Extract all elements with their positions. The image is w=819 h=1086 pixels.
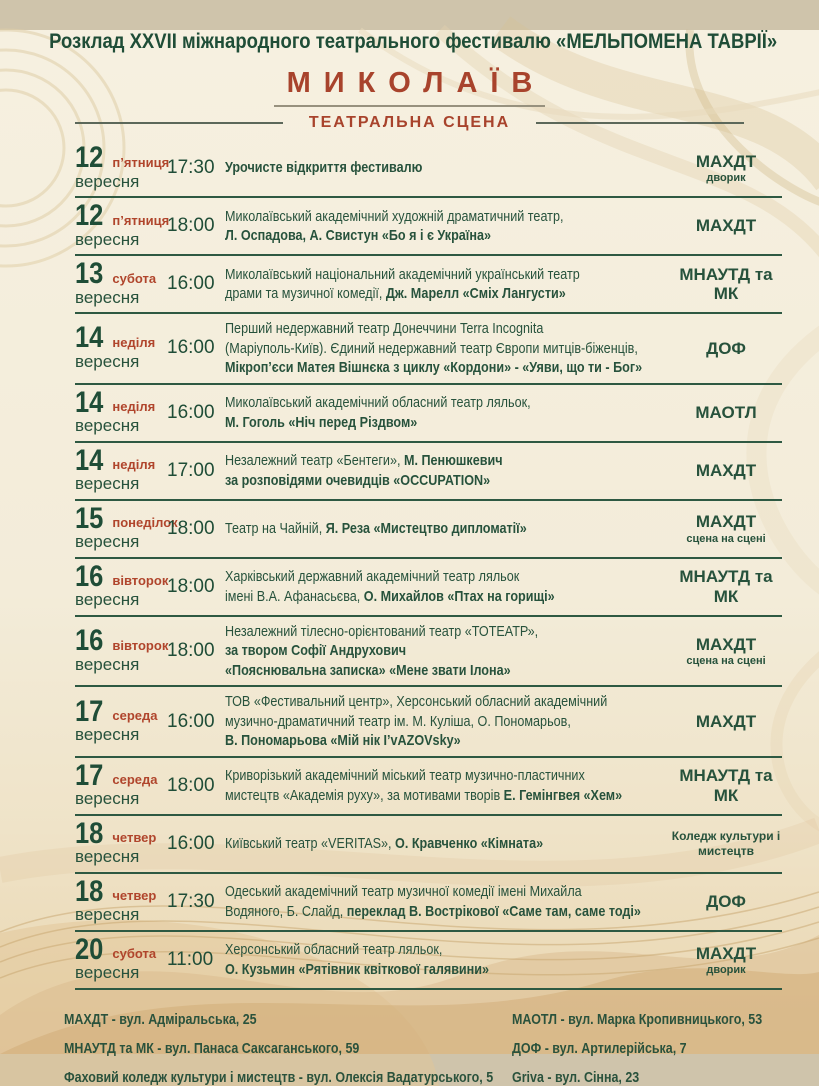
venue-name: МАХДТ — [695, 151, 757, 171]
event-description — [225, 940, 670, 979]
venue-name: МАХДТ — [695, 512, 757, 532]
event-description-line — [225, 661, 594, 681]
event-month: вересня — [75, 229, 140, 249]
theater-name: драми та музичної комедії, — [225, 285, 386, 303]
event-time: 16:00 — [167, 337, 215, 359]
event-description-line — [225, 834, 594, 854]
event-description — [225, 158, 670, 178]
event-description-line — [225, 319, 594, 339]
event-date — [75, 385, 167, 436]
schedule-row — [75, 443, 782, 501]
theater-name: Водяного, Б. Слайд, — [225, 902, 347, 920]
event-day-line — [75, 321, 167, 355]
event-time: 18:00 — [167, 774, 215, 796]
event-weekday: понеділок — [112, 515, 178, 531]
legend-right-column — [512, 1012, 803, 1086]
event-time: 18:00 — [167, 215, 215, 237]
event-description-line — [225, 519, 594, 539]
venue-name: Коледж культури і мистецтв — [671, 828, 781, 858]
venue-note: сцена на сцені — [686, 533, 766, 546]
event-venue — [670, 461, 782, 481]
event-venue — [670, 339, 782, 359]
event-venue — [670, 766, 782, 805]
theater-name: музично-драматичний театр ім. М. Куліша, О. Пономарьов, — [225, 712, 571, 730]
event-day-number: 20 — [75, 932, 104, 966]
event-description-line — [225, 358, 643, 378]
theater-name: ТОВ «Фестивальний центр», Херсонський обласний академічний — [225, 693, 608, 711]
event-time: 11:00 — [167, 948, 214, 970]
event-description — [225, 567, 670, 606]
theater-name: Київський театр «VERITAS», — [225, 835, 396, 853]
event-description — [225, 319, 670, 378]
venue-legend — [64, 1012, 819, 1086]
event-weekday: субота — [112, 946, 157, 962]
event-weekday: субота — [112, 270, 157, 286]
schedule-row — [75, 559, 782, 617]
schedule-row — [75, 687, 782, 758]
event-description-line — [225, 641, 594, 661]
event-day-line — [75, 257, 167, 291]
event-time: 17:00 — [167, 459, 215, 481]
event-description-line — [225, 158, 594, 178]
event-weekday: п’ятниця — [112, 154, 170, 170]
play-title: М. Гоголь «Ніч перед Різдвом» — [225, 413, 418, 431]
event-date — [75, 694, 167, 745]
venue-note: сцена на сцені — [686, 655, 766, 668]
venue-note: дворик — [706, 172, 746, 185]
venue-name: МНАУТД та МК — [679, 567, 773, 606]
venue-name: МАХДТ — [695, 460, 757, 480]
event-day-line — [75, 694, 167, 728]
event-day-number: 16 — [75, 624, 104, 658]
event-month: вересня — [75, 725, 140, 745]
festival-title: Розклад XXVII міжнародного театрального фестивалю «МЕЛЬПОМЕНА ТАВРІЇ» — [49, 30, 778, 53]
event-description-line — [225, 413, 594, 433]
event-day-number: 15 — [75, 501, 104, 535]
play-title: Дж. Марелл «Сміх Лангусти» — [385, 285, 566, 303]
play-title: за твором Софії Андрухович — [225, 642, 407, 660]
event-description — [225, 766, 670, 805]
event-date — [75, 321, 167, 371]
event-day-line — [75, 624, 169, 658]
play-title: В. Пономарьова «Мій нік І’vAZOVsky» — [225, 732, 461, 750]
play-title: О. Кузьмин «Рятівник квіткової галявини» — [225, 960, 490, 978]
event-day-number: 16 — [75, 559, 104, 593]
legend-item: Фаховий коледж культури і мистецтв - вул. Олексія Вадатурського, 5 — [64, 1070, 494, 1086]
theater-name: імені В.А. Афанасьєва, — [225, 587, 364, 605]
event-description-line — [225, 960, 594, 980]
event-venue — [670, 512, 782, 545]
festival-schedule-poster — [0, 30, 819, 1086]
schedule-row — [75, 256, 782, 314]
event-day-line — [75, 816, 167, 850]
schedule-row — [75, 617, 782, 688]
stage-subtitle-row — [75, 114, 744, 132]
event-day-number: 13 — [75, 257, 104, 291]
event-month: вересня — [75, 287, 140, 307]
event-description — [225, 622, 670, 681]
legend-item: ДОФ - вул. Артилерійська, 7 — [512, 1041, 687, 1058]
event-time: 17:30 — [167, 890, 215, 912]
venue-name: МАХДТ — [695, 216, 757, 236]
event-description — [225, 451, 670, 490]
legend-item: Griva - вул. Сінна, 23 — [512, 1070, 640, 1086]
event-weekday: четвер — [112, 830, 157, 846]
event-day-number: 18 — [75, 874, 104, 908]
event-time: 18:00 — [167, 517, 215, 539]
theater-name: Херсонський обласний театр ляльок, — [225, 941, 443, 959]
event-description-line — [225, 339, 638, 359]
event-weekday: неділя — [112, 334, 156, 350]
event-time: 18:00 — [167, 575, 215, 597]
event-date — [75, 559, 169, 610]
play-title: О. Михайлов «Птах на горищі» — [363, 587, 555, 605]
theater-name: Театр на Чайній, — [225, 520, 326, 537]
play-title: Я. Реза «Мистецтво дипломатії» — [325, 520, 527, 537]
theater-name: Незалежний тілесно-орієнтований театр «ТОТЕАТР», — [225, 622, 539, 640]
event-date — [75, 624, 169, 674]
event-month: вересня — [75, 847, 140, 867]
event-day-number: 12 — [75, 141, 104, 174]
event-day-line — [75, 874, 167, 908]
venue-name: МАХДТ — [695, 634, 757, 654]
theater-name: Криворізький академічний міський театр музично-пластичних — [225, 767, 585, 785]
event-day-number: 12 — [75, 199, 104, 233]
event-description-line — [225, 265, 594, 285]
event-description-line — [225, 786, 623, 806]
event-description-line — [225, 712, 594, 732]
event-description-line — [225, 902, 641, 922]
venue-name: МНАУТД та МК — [679, 264, 773, 304]
legend-item: МНАУТД та МК - вул. Панаса Саксаганського, 59 — [64, 1041, 360, 1058]
event-date — [75, 758, 167, 809]
event-venue — [670, 152, 782, 185]
theater-name: Миколаївський національний академічний український театр — [225, 265, 580, 283]
event-day-line — [75, 758, 167, 792]
event-weekday: неділя — [112, 457, 156, 473]
event-date — [75, 257, 167, 307]
event-day-line — [75, 932, 167, 966]
event-date — [75, 816, 167, 867]
play-title: «Пояснювальна записка» «Мене звати Ілона» — [225, 661, 511, 679]
event-description-line — [225, 692, 608, 712]
event-description-line — [225, 284, 594, 304]
schedule-row — [75, 758, 782, 816]
event-weekday: вівторок — [112, 573, 169, 589]
play-title: за розповідями очевидців «OCCUPATION» — [225, 471, 491, 489]
right-rule — [536, 122, 744, 124]
event-weekday: четвер — [112, 888, 157, 904]
legend-left-column — [64, 1012, 512, 1086]
event-description-line — [225, 882, 594, 902]
event-weekday: п’ятниця — [112, 212, 170, 228]
play-title: Е. Гемінгвея «Хем» — [503, 786, 623, 804]
schedule-row — [75, 874, 782, 932]
event-month: вересня — [75, 532, 140, 552]
event-venue — [670, 216, 782, 236]
event-month: вересня — [75, 474, 140, 494]
event-description-line — [225, 622, 594, 642]
event-venue — [670, 403, 782, 423]
schedule-row — [75, 140, 782, 198]
city-title: МИКОЛАЇВ — [274, 67, 546, 107]
event-day-number: 14 — [75, 443, 104, 477]
event-day-number: 18 — [75, 816, 104, 850]
event-time: 16:00 — [167, 401, 215, 423]
event-venue — [670, 567, 782, 606]
event-description — [225, 834, 670, 854]
event-weekday: середа — [112, 708, 158, 724]
event-description — [225, 519, 670, 539]
schedule-row — [75, 198, 782, 256]
play-title: Урочисте відкриття фестивалю — [225, 159, 423, 177]
event-day-number: 17 — [75, 758, 104, 792]
theater-name: (Маріуполь-Київ). Єдиний недержавний театр Європи митців-біженців, — [225, 339, 638, 357]
play-title: переклад В. Вострікової «Саме там, саме тоді» — [346, 902, 641, 920]
schedule-row — [75, 385, 782, 443]
event-day-line — [75, 443, 167, 477]
play-title: Л. Оспадова, А. Свистун «Бо я і є Україна» — [225, 227, 491, 245]
event-description-line — [225, 567, 594, 587]
event-month: вересня — [75, 789, 140, 809]
play-title: О. Кравченко «Кімната» — [395, 835, 544, 853]
event-description — [225, 265, 670, 304]
event-weekday: неділя — [112, 399, 156, 415]
venue-name: МНАУТД та МК — [679, 766, 773, 805]
event-day-line — [75, 559, 169, 593]
event-weekday: вівторок — [112, 637, 169, 653]
theater-name: Харківський державний академічний театр ляльок — [225, 568, 520, 586]
legend-item: МАОТЛ - вул. Марка Кропивницького, 53 — [512, 1012, 763, 1029]
event-time: 16:00 — [167, 832, 215, 854]
event-day-line — [75, 141, 170, 174]
event-month: вересня — [75, 171, 140, 191]
theater-name: Миколаївський академічний обласний театр ляльок, — [225, 394, 531, 412]
event-day-number: 17 — [75, 694, 104, 728]
venue-note: дворик — [706, 964, 746, 977]
theater-name: Незалежний театр «Бентеги», — [225, 452, 404, 470]
event-description-line — [225, 207, 594, 227]
schedule-row — [75, 314, 782, 385]
event-venue — [670, 892, 782, 912]
venue-name: МАХДТ — [695, 711, 757, 731]
stage-subtitle: ТЕАТРАЛЬНА СЦЕНА — [308, 114, 511, 131]
event-description — [225, 393, 670, 432]
venue-name: МАХДТ — [695, 943, 757, 963]
event-description-line — [225, 226, 594, 246]
venue-name: ДОФ — [706, 892, 746, 912]
event-month: вересня — [75, 416, 140, 436]
event-day-line — [75, 199, 170, 233]
event-month: вересня — [75, 654, 140, 674]
theater-name: Миколаївський академічний художній драматичний театр, — [225, 207, 564, 225]
event-description-line — [225, 587, 594, 607]
event-day-number: 14 — [75, 321, 104, 355]
event-description-line — [225, 451, 594, 471]
event-date — [75, 874, 167, 925]
theater-name: Одеський академічний театр музичної комедії імені Михайла — [225, 883, 582, 901]
play-title: М. Пенюшкевич — [403, 452, 503, 470]
event-description — [225, 882, 670, 921]
event-date — [75, 199, 170, 249]
event-month: вересня — [75, 590, 140, 610]
event-description — [225, 207, 670, 246]
theater-name: Перший недержавний театр Донеччини Terra Incognita — [225, 320, 544, 338]
left-rule — [75, 122, 283, 124]
schedule-row — [75, 501, 782, 559]
event-description-line — [225, 940, 594, 960]
event-time: 16:00 — [167, 273, 215, 295]
schedule-row — [75, 932, 782, 990]
event-venue — [670, 712, 782, 732]
event-time: 18:00 — [167, 640, 215, 662]
event-venue — [670, 265, 782, 304]
legend-item: МАХДТ - вул. Адміральська, 25 — [64, 1012, 257, 1029]
schedule-row — [75, 816, 782, 874]
event-date — [75, 932, 167, 983]
event-description — [225, 692, 670, 751]
schedule-table — [75, 140, 782, 990]
event-venue — [670, 829, 782, 859]
event-date — [75, 501, 178, 552]
play-title: Мікроп’єси Матея Вішнєка з циклу «Кордони» - «Уяви, що ти - Бог» — [225, 359, 643, 377]
event-weekday: середа — [112, 772, 158, 788]
theater-name: мистецтв «Академія руху», за мотивами творів — [225, 786, 504, 804]
event-venue — [670, 635, 782, 668]
event-description-line — [225, 393, 594, 413]
event-day-line — [75, 385, 167, 419]
event-description-line — [225, 731, 594, 751]
event-description-line — [225, 471, 594, 491]
event-month: вересня — [75, 351, 140, 371]
event-date — [75, 443, 167, 494]
venue-name: ДОФ — [706, 338, 746, 358]
event-time: 17:30 — [167, 157, 215, 179]
venue-name: МАОТЛ — [695, 402, 757, 422]
event-day-number: 14 — [75, 385, 104, 419]
event-day-line — [75, 501, 178, 535]
event-venue — [670, 944, 782, 977]
event-time: 16:00 — [167, 710, 215, 732]
event-month: вересня — [75, 963, 140, 983]
event-date — [75, 141, 170, 191]
event-description-line — [225, 766, 594, 786]
event-month: вересня — [75, 905, 140, 925]
